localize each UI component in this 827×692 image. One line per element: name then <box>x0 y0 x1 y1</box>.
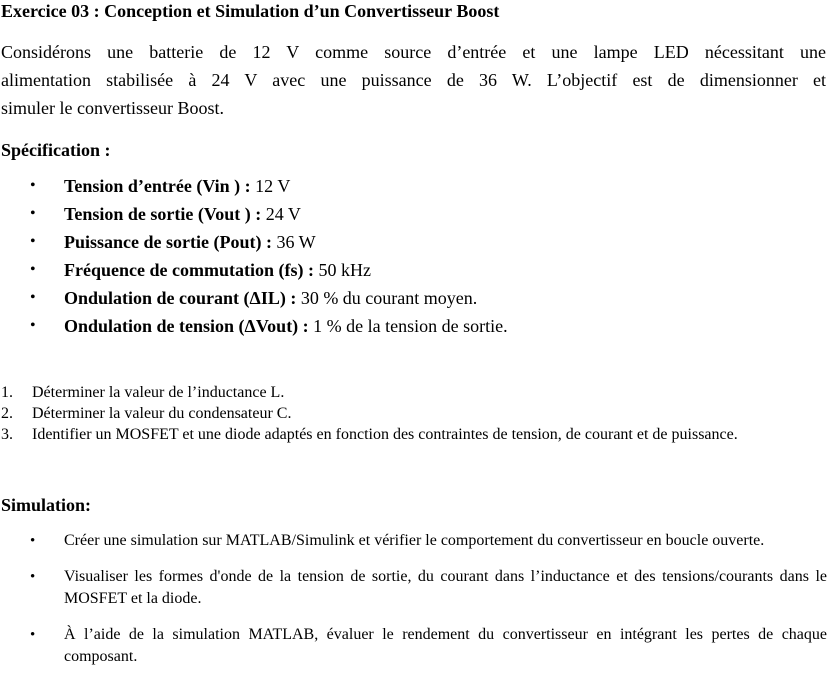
spec-label: Ondulation de tension (ΔVout) : <box>64 316 309 336</box>
simulation-text: Créer une simulation sur MATLAB/Simulink et vérifier le comportement du convertisseur en boucle ouverte. <box>64 532 765 549</box>
simulation-item <box>0 624 827 668</box>
question-number: 1. <box>1 384 13 401</box>
intro-paragraph <box>1 38 826 122</box>
question-text: Déterminer la valeur du condensateur C. <box>32 405 292 422</box>
bullet-icon: • <box>30 261 36 278</box>
questions-list <box>0 383 822 446</box>
bullet-icon: • <box>30 569 36 585</box>
simulation-item <box>0 530 827 552</box>
simulation-list <box>0 530 827 682</box>
simulation-item <box>0 566 827 610</box>
question-item <box>0 425 822 445</box>
spec-label: Puissance de sortie (Pout) : <box>64 232 272 252</box>
intro-line: Considérons une batterie de 12 V comme source d’entrée et une lampe LED nécessitant une <box>1 42 826 62</box>
bullet-icon: • <box>30 317 36 334</box>
spec-value: 12 V <box>250 176 291 196</box>
spec-label: Fréquence de commutation (fs) : <box>64 260 314 280</box>
spec-value: 50 kHz <box>313 260 371 280</box>
bullet-icon: • <box>30 233 36 250</box>
spec-label: Tension d’entrée (Vin ) : <box>64 176 251 196</box>
question-item <box>0 383 822 403</box>
spec-label: Ondulation de courant (ΔIL) : <box>64 288 297 308</box>
question-number: 2. <box>1 405 13 422</box>
question-text: Identifier un MOSFET et une diode adaptés en fonction des contraintes de tension, de courant et de puissance. <box>32 426 738 443</box>
bullet-icon: • <box>30 627 36 643</box>
spec-value: 24 V <box>261 204 301 224</box>
exercise-title: Exercice 03 : Conception et Simulation d’un Convertisseur Boost <box>1 1 500 21</box>
question-number: 3. <box>1 426 13 443</box>
specification-heading: Spécification : <box>1 140 111 160</box>
bullet-icon: • <box>30 205 36 222</box>
simulation-text: À l’aide de la simulation MATLAB, évaluer le rendement du convertisseur en intégrant les pertes de chaque composant. <box>64 626 827 665</box>
spec-value: 1 % de la tension de sortie. <box>308 316 508 336</box>
spec-value: 30 % du courant moyen. <box>296 288 478 308</box>
simulation-heading: Simulation: <box>1 495 92 515</box>
spec-value: 36 W <box>271 232 316 252</box>
intro-line: alimentation stabilisée à 24 V avec une puissance de 36 W. L’objectif est de dimensionner et <box>1 70 826 90</box>
question-text: Déterminer la valeur de l’inductance L. <box>32 384 285 401</box>
intro-line: simuler le convertisseur Boost. <box>1 98 224 118</box>
question-item <box>0 404 822 424</box>
simulation-text: Visualiser les formes d'onde de la tension de sortie, du courant dans l’inductance et des tensions/courants dans le MOSFET et la diode. <box>64 568 827 607</box>
bullet-icon: • <box>30 289 36 306</box>
spec-label: Tension de sortie (Vout ) : <box>64 204 262 224</box>
bullet-icon: • <box>30 177 36 194</box>
bullet-icon: • <box>30 533 36 549</box>
